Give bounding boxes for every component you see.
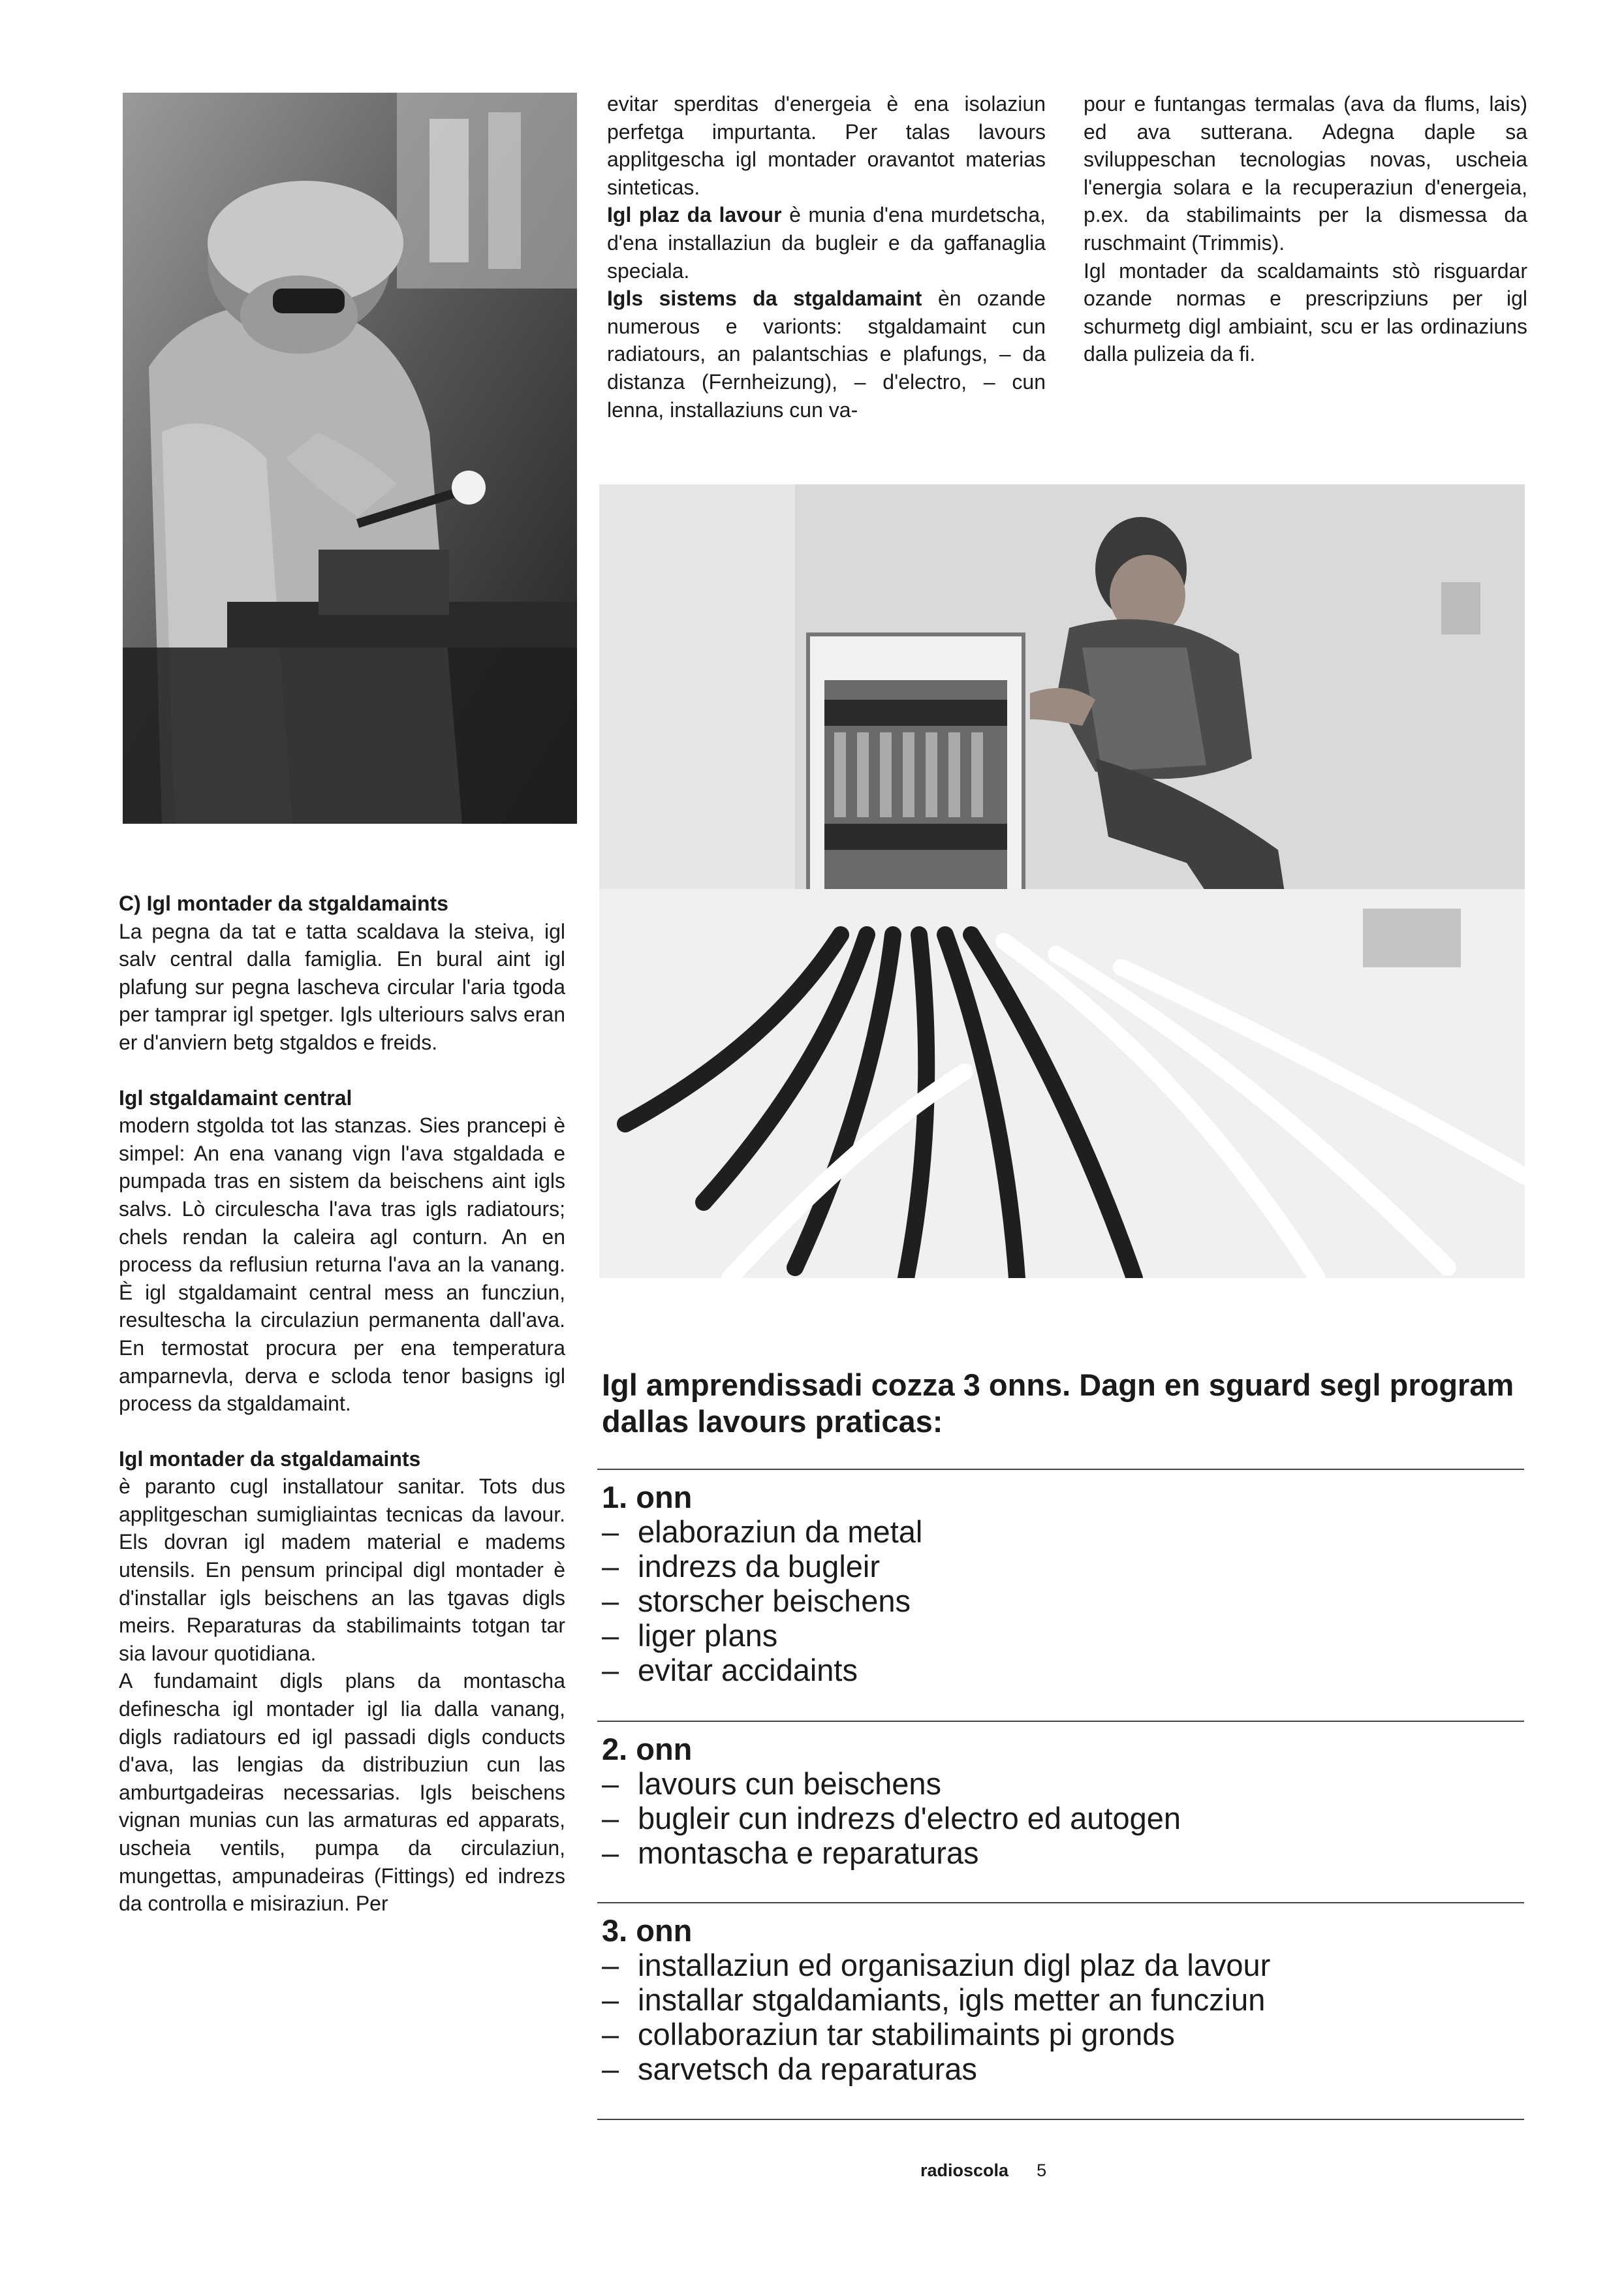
year-3-item: – installaziun ed organisaziun digl plaz da lavour	[602, 1948, 1529, 1982]
year-1-item: – evitar accidaints	[602, 1653, 1529, 1687]
year-1-item: – indrezs da bugleir	[602, 1549, 1529, 1584]
right-column-text	[1084, 90, 1527, 368]
systems-text: èn ozande numerous e varionts: stgaldamaint cun radiatours, an palantschias e plafungs, – da distanza (Fernheizung), – d'electro, – cun lenna, installaziuns cun va-	[607, 287, 1046, 422]
workplace-heading: Igl plaz da lavour	[607, 203, 782, 227]
systems-paragraph	[607, 285, 1046, 424]
year-3-item: – installar stgaldamiants, igls metter an funcziun	[602, 1982, 1529, 2017]
middle-column-text	[607, 90, 1046, 424]
central-heating-paragraph	[119, 1084, 565, 1418]
welder-photo	[123, 93, 577, 824]
welder-illustration	[123, 93, 577, 824]
montader-paragraph-2: A fundamaint digls plans da montascha definescha igl montader igl lia dalla vanang, digls radiatours ed igl passadi digls conducts d'ava, las lengias da distribuziun cun las amburtgadeiras necessarias. Igls beischens vignan munias cun las armaturas ed apparats, uscheia ventils, pumpa da circulaziun, mungettas, ampunadeiras (Fittings) ed indrezs da controlla e misiraziun. Per	[119, 1669, 565, 1916]
program-title: Igl amprendissadi cozza 3 onns. Dagn en sguard segl program dallas lavours praticas:	[602, 1367, 1514, 1439]
central-heating-text: modern stgolda tot las stanzas. Sies prancepi è simpel: An ena vanang vign l'ava stgaldada e pumpada tras en sistem da beischens aint igls salvs. Lò circulescha l'ava tras igls radiatours; chels rendan la caleira agl conturn. An en process da reflusiun returna l'ava an la vanang. È igl stgaldamaint central mess an funcziun, resultescha la circulaziun permanenta dall'ava. En termostat procura per ena temperatura amparnevla, derva e scloda tenor basigns igl process da stgaldamaint.	[119, 1114, 565, 1416]
year-1-block	[602, 1480, 1529, 1687]
year-1-item: – liger plans	[602, 1618, 1529, 1653]
workplace-paragraph	[607, 201, 1046, 285]
year-1-item: – elaboraziun da metal	[602, 1514, 1529, 1549]
section-c-paragraph	[119, 890, 565, 1057]
year-1-item: – storscher beischens	[602, 1584, 1529, 1618]
norms-paragraph: Igl montader da scaldamaints stò risguardar ozande normas e prescripziuns per igl schurmetg digl ambiaint, scu er las ordinaziuns dalla pulizeia da fi.	[1084, 258, 1527, 366]
systems-heading: Igls sistems da stgaldamaint	[607, 287, 922, 311]
intro-paragraph: evitar sperditas d'energeia è ena isolaziun perfetga impurtanta. Per talas lavours applitgescha igl montader oravantot materias sinteticas.	[607, 92, 1046, 199]
section-c-text: La pegna da tat e tatta scaldava la steiva, igl salv central dalla famiglia. En bural aint igl plafung sur pegna lascheva circular l'aria tgoda per tamprar igl spetger. Igls ulteriours salvs eran er d'anviern betg stgaldos e freids.	[119, 919, 565, 1054]
page-footer	[920, 2161, 1046, 2181]
left-column-text	[119, 890, 565, 1918]
floor-heating-photo	[599, 484, 1525, 1278]
year-1-label: 1. onn	[602, 1480, 693, 1514]
divider-1	[597, 1469, 1524, 1470]
year-3-item: – sarvetsch da reparaturas	[602, 2052, 1529, 2086]
year-2-label: 2. onn	[602, 1732, 693, 1766]
montader-paragraph	[119, 1445, 565, 1668]
section-c-heading: C) Igl montader da stgaldamaints	[119, 892, 448, 915]
workplace-text: è munia d'ena murdetscha, d'ena installaziun da bugleir e da gaffanaglia speciala.	[607, 203, 1046, 283]
divider-3	[597, 1902, 1524, 1903]
year-2-item: – montascha e reparaturas	[602, 1835, 1529, 1870]
year-2-item: – bugleir cun indrezs d'electro ed autogen	[602, 1801, 1529, 1835]
year-3-label: 3. onn	[602, 1913, 693, 1948]
year-2-block	[602, 1732, 1529, 1870]
publication-name: radioscola	[920, 2161, 1009, 2180]
central-heating-heading: Igl stgaldamaint central	[119, 1085, 352, 1110]
page-number: 5	[1037, 2161, 1047, 2180]
montader-heading: Igl montader da stgaldamaints	[119, 1446, 421, 1471]
year-2-item: – lavours cun beischens	[602, 1766, 1529, 1801]
year-2-list	[602, 1766, 1529, 1870]
year-3-block	[602, 1914, 1529, 2086]
montader-text: è paranto cugl installatour sanitar. Tots dus applitgeschan sumigliaintas tecnicas da lavour. Els dovran igl madem material e madems utensils. En pensum principal digl montader è d'installar igls beischens an las tgavas digls meirs. Reparaturas da stabilimaints totgan tar sia lavour quotidiana.	[119, 1475, 565, 1665]
year-3-list	[602, 1948, 1529, 2086]
energy-paragraph: pour e funtangas termalas (ava da flums, lais) ed ava sutterana. Adegna daple sa sviluppeschan tecnologias novas, uscheia l'energia solara e la recuperaziun d'energeia, p.ex. da stabilimaints per la dismessa da ruschmaint (Trimmis).	[1084, 92, 1527, 255]
year-3-item: – collaboraziun tar stabilimaints pi gronds	[602, 2017, 1529, 2052]
floor-heating-illustration	[599, 484, 1525, 1278]
divider-2	[597, 1721, 1524, 1722]
divider-4	[597, 2119, 1524, 2120]
year-1-list	[602, 1514, 1529, 1687]
